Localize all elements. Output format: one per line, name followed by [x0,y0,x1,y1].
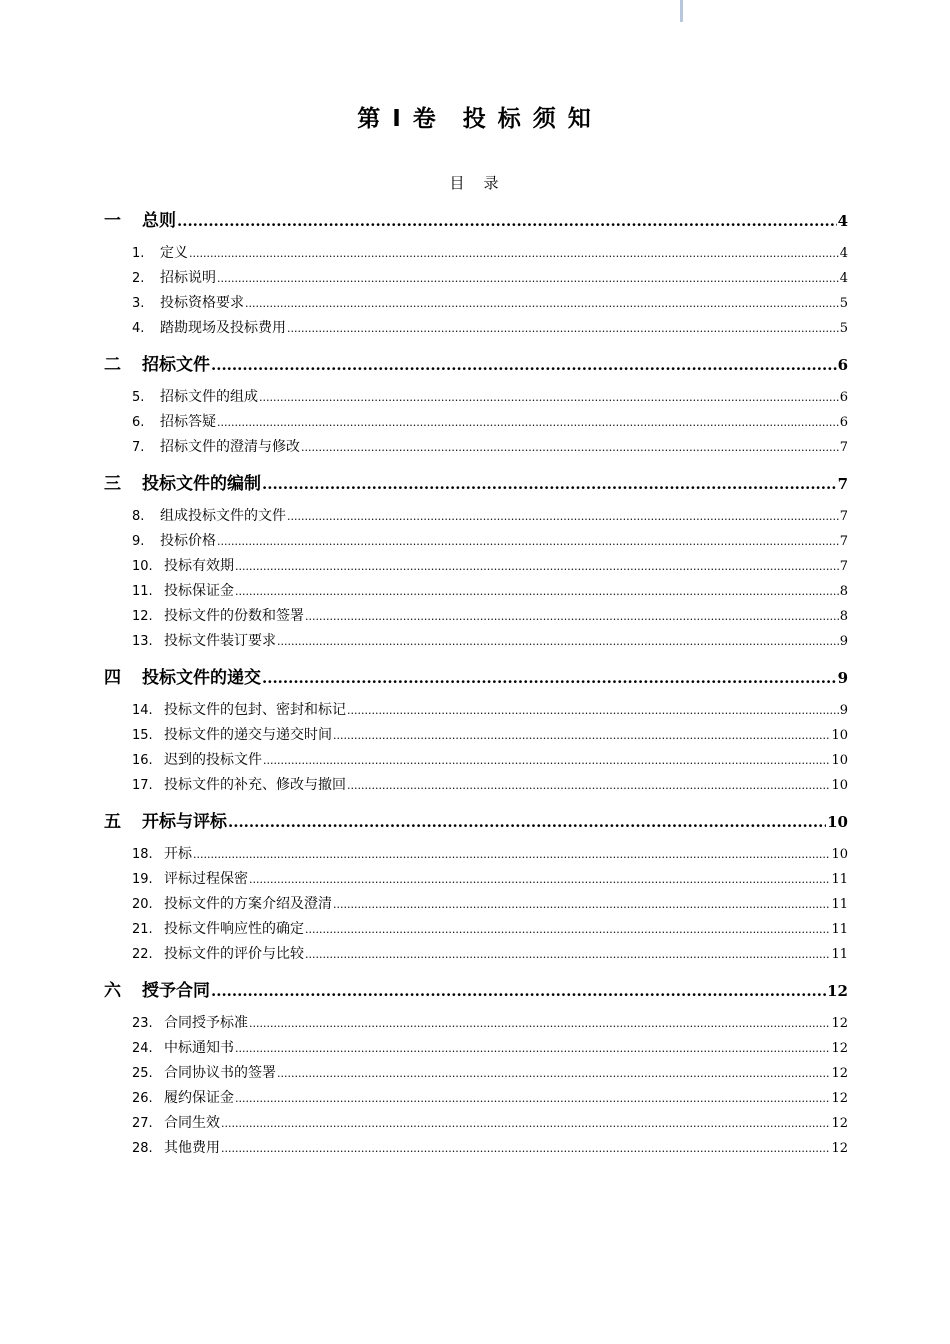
toc-entry-label: 迟到的投标文件 [164,752,262,768]
toc-entry-label: 投标保证金 [164,583,234,599]
toc-page-number: 12 [827,982,848,1000]
toc-page-number: 7 [837,475,848,493]
toc-dot-leader [333,898,830,911]
toc-section-row[interactable] [104,505,848,525]
toc-dot-leader [305,948,830,961]
toc-section-row[interactable] [104,317,848,337]
toc-dot-leader [277,635,839,648]
toc-dot-leader [262,475,837,493]
toc-entry-label: 投标文件的包封、密封和标记 [164,702,346,718]
toc-dot-leader [249,873,830,886]
toc-entry-label: 投标文件的递交 [142,668,261,688]
toc-dot-leader [217,535,839,548]
toc-entry-label: 投标文件的编制 [142,474,261,494]
toc-chapter-row[interactable] [104,206,848,231]
toc-dot-leader [249,1017,830,1030]
toc-entry-label: 投标文件的递交与递交时间 [164,727,332,743]
toc-dot-leader [287,510,839,523]
toc-entry-label: 投标文件的评价与比较 [164,946,304,962]
toc-page-number: 12 [831,1141,848,1156]
toc-section-row[interactable] [104,386,848,406]
toc-entry-number: 25. [132,1066,153,1081]
toc-entry-label: 履约保证金 [164,1090,234,1106]
toc-dot-leader [217,416,839,429]
toc-entry-label: 合同授予标准 [164,1015,248,1031]
toc-entry-number: 9. [132,534,145,549]
toc-entry-number: 6. [132,415,145,430]
toc-entry-number: 一 [104,211,121,231]
toc-page-number: 6 [839,390,848,405]
toc-entry-number: 16. [132,753,153,768]
toc-entry-number: 17. [132,778,153,793]
toc-dot-leader [287,322,839,335]
toc-entry-number: 二 [104,355,121,375]
toc-dot-leader [277,1067,830,1080]
toc-entry-label: 投标文件的份数和签署 [164,608,304,624]
toc-entry-number: 五 [104,812,121,832]
page-edge-mark [680,0,683,22]
toc-section-row[interactable] [104,1137,848,1157]
toc-chapter-row[interactable] [104,469,848,494]
toc-dot-leader [211,356,837,374]
toc-page-number: 8 [839,609,848,624]
toc-dot-leader [228,813,826,831]
toc-section-row[interactable] [104,242,848,262]
toc-section-row[interactable] [104,943,848,963]
toc-dot-leader [217,272,839,285]
toc-chapter-row[interactable] [104,807,848,832]
toc-heading: 目 录 [449,174,501,192]
toc-page-number: 9 [837,669,848,687]
toc-page-number: 6 [837,356,848,374]
toc-chapter-row[interactable] [104,350,848,375]
toc-entry-number: 15. [132,728,153,743]
toc-entry-number: 1. [132,246,145,261]
toc-dot-leader [305,610,839,623]
toc-entry-number: 18. [132,847,153,862]
toc-entry-number: 27. [132,1116,153,1131]
toc-page-number: 11 [831,897,848,912]
toc-entry-number: 四 [104,668,121,688]
toc-page-number: 9 [839,634,848,649]
toc-dot-leader [262,669,837,687]
toc-page-number: 11 [831,872,848,887]
toc-entry-number: 六 [104,981,121,1001]
toc-chapter-row[interactable] [104,976,848,1001]
toc-dot-leader [189,247,839,260]
toc-page-number: 7 [839,559,848,574]
document-title: 第 I 卷 投 标 须 知 [357,106,593,132]
toc-entry-label: 投标文件的补充、修改与撤回 [164,777,346,793]
toc-entry-number: 10. [132,559,153,574]
toc-section-row[interactable] [104,630,848,650]
toc-entry-label: 定义 [160,245,188,261]
toc-page-number: 12 [831,1041,848,1056]
toc-entry-label: 招标文件的澄清与修改 [160,439,300,455]
toc-entry-label: 总则 [142,211,176,231]
toc-section-row[interactable] [104,605,848,625]
toc-page-number: 11 [831,947,848,962]
toc-page-number: 7 [839,440,848,455]
toc-entry-label: 评标过程保密 [164,871,248,887]
toc-dot-leader [211,982,826,1000]
toc-entry-label: 投标价格 [160,533,216,549]
toc-entry-number: 26. [132,1091,153,1106]
toc-entry-number: 14. [132,703,153,718]
toc-entry-label: 招标文件 [142,355,210,375]
toc-entry-number: 21. [132,922,153,937]
toc-page-number: 5 [839,296,848,311]
toc-page-number: 10 [831,753,848,768]
toc-dot-leader [221,1117,830,1130]
toc-section-row[interactable] [104,530,848,550]
toc-page-number: 12 [831,1016,848,1031]
toc-entry-number: 2. [132,271,145,286]
toc-entry-label: 投标资格要求 [160,295,244,311]
toc-entry-number: 三 [104,474,121,494]
toc-section-row[interactable] [104,1112,848,1132]
toc-entry-number: 5. [132,390,145,405]
toc-dot-leader [347,779,830,792]
toc-section-row[interactable] [104,868,848,888]
toc-page-number: 10 [827,813,848,831]
toc-entry-number: 22. [132,947,153,962]
toc-page-number: 12 [831,1116,848,1131]
toc-section-row[interactable] [104,436,848,456]
toc-section-row[interactable] [104,267,848,287]
toc-entry-label: 合同协议书的签署 [164,1065,276,1081]
toc-dot-leader [177,212,837,230]
toc-entry-label: 招标文件的组成 [160,389,258,405]
toc-entry-label: 踏勘现场及投标费用 [160,320,286,336]
toc-section-row[interactable] [104,580,848,600]
toc-dot-leader [263,754,830,767]
toc-chapter-row[interactable] [104,663,848,688]
toc-entry-number: 20. [132,897,153,912]
toc-section-row[interactable] [104,699,848,719]
toc-section-row[interactable] [104,918,848,938]
toc-section-row[interactable] [104,1087,848,1107]
toc-dot-leader [235,560,839,573]
toc-dot-leader [235,585,839,598]
toc-section-row[interactable] [104,1012,848,1032]
toc-page-number: 5 [839,321,848,336]
toc-dot-leader [193,848,830,861]
toc-entry-number: 4. [132,321,145,336]
toc-entry-label: 授予合同 [142,981,210,1001]
toc-section-row[interactable] [104,555,848,575]
toc-entry-label: 开标与评标 [142,812,227,832]
toc-entry-number: 19. [132,872,153,887]
toc-dot-leader [259,391,839,404]
toc-entry-label: 招标说明 [160,270,216,286]
toc-entry-number: 8. [132,509,145,524]
toc-section-row[interactable] [104,1062,848,1082]
toc-page-number: 8 [839,584,848,599]
toc-page-number: 4 [839,271,848,286]
toc-entry-number: 7. [132,440,145,455]
toc-entry-label: 开标 [164,846,192,862]
toc-dot-leader [245,297,839,310]
toc-page-number: 12 [831,1066,848,1081]
toc-section-row[interactable] [104,774,848,794]
toc-page-number: 10 [831,847,848,862]
toc-section-row[interactable] [104,411,848,431]
toc-page-number: 9 [839,703,848,718]
toc-section-row[interactable] [104,749,848,769]
toc-entry-label: 合同生效 [164,1115,220,1131]
toc-section-row[interactable] [104,843,848,863]
toc-entry-number: 11. [132,584,153,599]
toc-page-number: 4 [839,246,848,261]
toc-page-number: 10 [831,778,848,793]
toc-entry-label: 组成投标文件的文件 [160,508,286,524]
toc-entry-number: 3. [132,296,145,311]
toc-dot-leader [221,1142,830,1155]
toc-dot-leader [347,704,839,717]
toc-entry-label: 投标有效期 [164,558,234,574]
toc-page-number: 12 [831,1091,848,1106]
toc-entry-label: 其他费用 [164,1140,220,1156]
toc-dot-leader [235,1042,830,1055]
toc-dot-leader [301,441,839,454]
toc-entry-number: 23. [132,1016,153,1031]
toc-dot-leader [305,923,830,936]
toc-entry-label: 中标通知书 [164,1040,234,1056]
toc-page-number: 7 [839,509,848,524]
toc-section-row[interactable] [104,893,848,913]
toc-entry-number: 28. [132,1141,153,1156]
toc-dot-leader [235,1092,830,1105]
toc-section-row[interactable] [104,292,848,312]
toc-entry-label: 投标文件的方案介绍及澄清 [164,896,332,912]
toc-page-number: 10 [831,728,848,743]
toc-entry-label: 招标答疑 [160,414,216,430]
toc-section-row[interactable] [104,1037,848,1057]
toc-entry-number: 12. [132,609,153,624]
toc-page-number: 6 [839,415,848,430]
toc-entry-label: 投标文件响应性的确定 [164,921,304,937]
toc-section-row[interactable] [104,724,848,744]
toc-dot-leader [333,729,830,742]
toc-entry-number: 13. [132,634,153,649]
toc-entry-number: 24. [132,1041,153,1056]
toc-page-number: 11 [831,922,848,937]
toc-entry-label: 投标文件装订要求 [164,633,276,649]
toc-page-number: 7 [839,534,848,549]
toc-page-number: 4 [837,212,848,230]
